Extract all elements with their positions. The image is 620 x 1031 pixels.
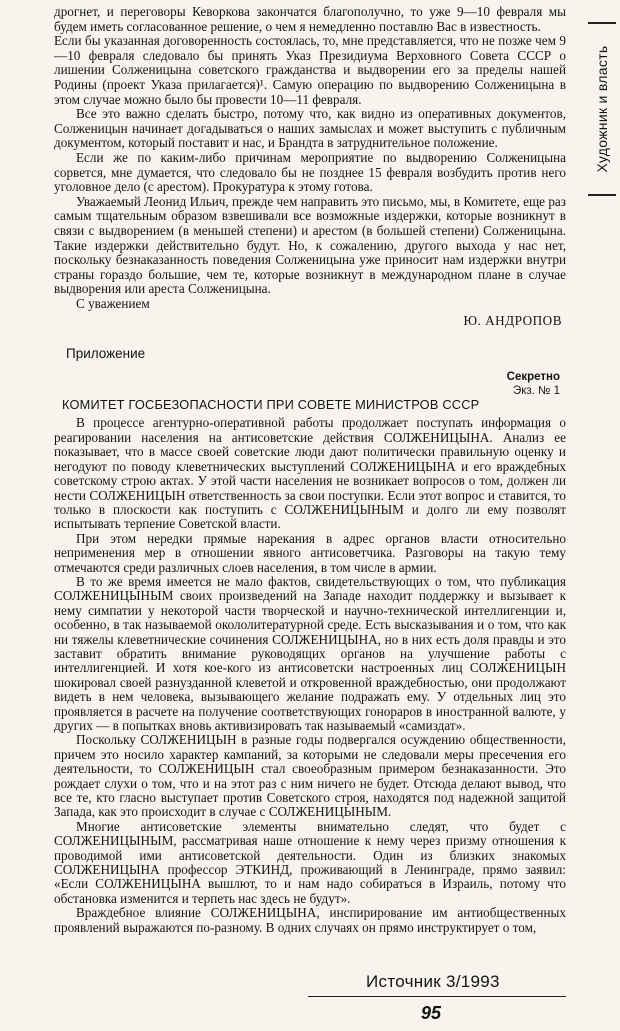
letter-body xyxy=(54,5,566,328)
letter-paragraph: Уважаемый Леонид Ильич, прежде чем направить это письмо, мы, в Комитете, еще раз самым тщательным образом взвешивали все возможные издержки, которые возникнут в связи с выдворением (в меньшей степени) и арестом (в большей степени) Солженицына. Такие издержки действительно будут. Но, к сожалению, другого выхода у нас нет, поскольку безнаказанность поведения Солженицына уже приносит нам издержки внутри страны гораздо большие, чем те, которые возникнут в международном плане в случае выдворения или ареста Солженицына. xyxy=(54,193,566,297)
journal-source: Источник 3/1993 xyxy=(366,972,500,991)
appendix-heading: КОМИТЕТ ГОСБЕЗОПАСНОСТИ ПРИ СОВЕТЕ МИНИСТРОВ СССР xyxy=(62,397,480,413)
letter-signature: Ю. АНДРОПОВ xyxy=(463,313,562,329)
section-side-tab xyxy=(588,22,616,196)
section-title: Художник и власть xyxy=(594,45,610,173)
letter-paragraph: Если же по каким-либо причинам мероприятие по выдворению Солженицына сорвется, мне думается, что следовало бы не позднее 15 февраля возбудить против него уголовное дело (с арестом). Прокуратура к этому готова. xyxy=(54,149,566,195)
footer-divider xyxy=(308,996,566,997)
appendix-paragraph: В то же время имеется не мало фактов, свидетельствующих о том, что публикация СОЛЖЕНИЦЫНЫМ своих произведений на Западе находит поддержку и вызывает к нему симпатии у некоторой части творческой и научно-технической интеллигенции и, особенно, в так называемой окололитературной среде. Есть высказывания и о том, что как ни тяжелы клеветнические сочинения СОЛЖЕНИЦЫНА, но в них есть доля правды и это заставит обратить внимание руководящих органов на улучшение работы с интеллигенцией. И хотя кое-кого из антисоветски настроенных лиц СОЛЖЕНИЦЫН шокировал своей разнузданной клеветой и откровенной враждебностью, они продолжают видеть в нем человека, вызывающего желание подражать ему. У отдельных лиц это проявляется в расчете на получение соответствующих гонораров в иностранной валюте, у других — в попытках вновь активизировать так называемый «самиздат». xyxy=(54,573,566,733)
appendix-paragraph: В процессе агентурно-оперативной работы продолжает поступать информация о реагировании населения на антисоветские действия СОЛЖЕНИЦЫНА. Анализ ее показывает, что в массе своей советские люди дают политически правильную оценку и негодуют по поводу клеветнических выступлений СОЛЖЕНИЦЫНА и его враждебных советскому строю актах. У этой части населения не возникает вопросов о том, должен ли нести СОЛЖЕНИЦЫН ответственность за свои поступки. Если этот вопрос и ставится, то только в плоскости как поступить с СОЛЖЕНИЦЫНЫМ и долго ли ему позволят испытывать терпение Советской власти. xyxy=(54,415,566,532)
classification-mark: Секретно xyxy=(506,371,560,384)
appendix-paragraph: При этом нередки прямые нарекания в адрес органов власти относительно неприменения мер в отношении явного антисоветчика. Разговоры на такую тему отмечаются среди различных слоев населения, в том числе в армии. xyxy=(54,530,566,575)
letter-sign-off: С уважением xyxy=(76,295,150,311)
main-column xyxy=(54,5,566,935)
appendix-paragraph: Многие антисоветские элементы внимательно следят, что будет с СОЛЖЕНИЦЫНЫМ, рассматривая наше отношение к нему через призму отношения к проводимой ими антисоветской деятельности. Один из близких знакомых СОЛЖЕНИЦЫНА профессор ЭТКИНД, проживающий в Ленинграде, прямо заявил: «Если СОЛЖЕНИЦЫНА вышлют, то и нам надо собираться в Израиль, потому что обстановка изменится и терпеть нас здесь не будут». xyxy=(54,818,566,906)
letter-paragraph: Если бы указанная договоренность состоялась, то, мне представляется, что не позже чем 9—10 февраля следовало бы принять Указ Президиума Верховного Совета СССР о лишении Солженицына советского гражданства и выдворении его за пределы нашей Родины (проект Указа прилагается)¹. Самую операцию по выдворению Солженицына в этом случае можно было бы провести 10—11 февраля. xyxy=(54,33,566,107)
page-number: 95 xyxy=(421,1003,442,1023)
appendix-label: Приложение xyxy=(66,346,146,362)
letter-paragraph: Все это важно сделать быстро, потому что, как видно из оперативных документов, Солженицын начинает догадываться о наших замыслах и может выступить с публичным документом, который поставит и нас, и Брандта в затруднительное положение. xyxy=(54,106,566,151)
appendix-body xyxy=(54,416,566,935)
appendix-paragraph: Поскольку СОЛЖЕНИЦЫН в разные годы подвергался осуждению общественности, причем это носило характер кампаний, за которыми не следовали меры пресечения его деятельности, то СОЛЖЕНИЦЫН стал своеобразным примером безнаказанности. Это рождает слухи о том, что и на этот раз с ним ничего не будет. Отсюда делают вывод, что все те, кто гласно выступает против Советского строя, находятся под надежной защитой Запада, как это происходит в случае с СОЛЖЕНИЦЫНЫМ. xyxy=(54,732,566,820)
copy-number: Экз. № 1 xyxy=(512,385,560,398)
letter-paragraph: дрогнет, и переговоры Кеворкова закончатся благополучно, то уже 9—10 февраля мы будем иметь согласованное решение, о чем я немедленно поставлю Вас в известность. xyxy=(54,4,566,34)
appendix-paragraph: Враждебное влияние СОЛЖЕНИЦЫНА, инспирирование им антиобщественных проявлений выражаются по-разному. В одних случаях он прямо инструктирует о том, xyxy=(54,905,566,935)
